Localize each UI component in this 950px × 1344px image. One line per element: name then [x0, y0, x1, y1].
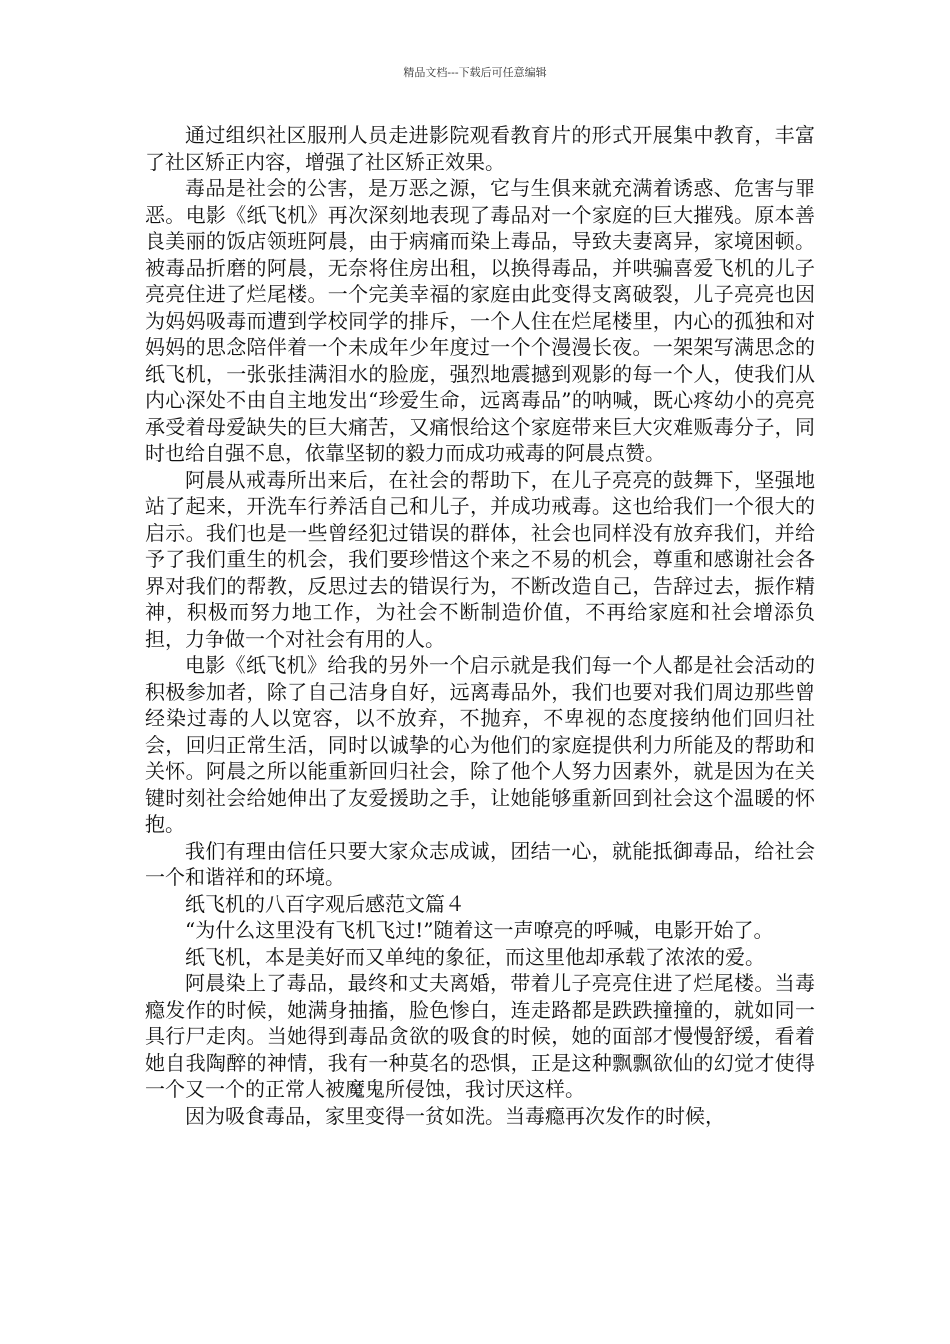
section-heading: 纸飞机的八百字观后感范文篇４ [185, 891, 465, 916]
page-header: 精品文档---下载后可任意编辑 [403, 66, 547, 79]
paragraph-6: “为什么这里没有飞机飞过!”随着这一声嘹亮的呼喊，电影开始了。 [185, 918, 774, 942]
document-body [145, 122, 815, 1129]
paragraph-4: 电影《纸飞机》给我的另外一个启示就是我们每一个人都是社会活动的积极参加者，除了自己洁身自好，远离毒品外，我们也要对我们周边那些曾经染过毒的人以宽容，以不放弃，不抛弃，不卑视的态度接纳他们回归社会，回归正常生活，同时以诚挚的心为他们的家庭提供利力所能及的帮助和关怀。阿晨之所以能重新回归社会，除了他个人努力因素外，就是因为在关键时刻社会给她伸出了友爱援助之手，让她能够重新回到社会这个温暖的怀抱。 [145, 653, 815, 836]
paragraph-3: 阿晨从戒毒所出来后，在社会的帮助下，在儿子亮亮的鼓舞下，坚强地站了起来，开洗车行养活自己和儿子，并成功戒毒。这也给我们一个很大的启示。我们也是一些曾经犯过错误的群体，社会也同样没有放弃我们，并给予了我们重生的机会，我们要珍惜这个来之不易的机会，尊重和感谢社会各界对我们的帮教，反思过去的错误行为，不断改造自己，告辞过去，振作精神，积极而努力地工作，为社会不断制造价值，不再给家庭和社会增添负担，力争做一个对社会有用的人。 [145, 467, 815, 651]
paragraph-2: 毒品是社会的公害，是万恶之源，它与生俱来就充满着诱惑、危害与罪恶。电影《纸飞机》再次深刻地表现了毒品对一个家庭的巨大摧残。原本善良美丽的饭店领班阿晨，由于病痛而染上毒品，导致夫妻离异，家境困顿。被毒品折磨的阿晨，无奈将住房出租，以换得毒品，并哄骗喜爱飞机的儿子亮亮住进了烂尾楼。一个完美幸福的家庭由此变得支离破裂，儿子亮亮也因为妈妈吸毒而遭到学校同学的排斥，一个人住在烂尾楼里，内心的孤独和对妈妈的思念陪伴着一个未成年少年度过一个个漫漫长夜。一架架写满思念的纸飞机，一张张挂满泪水的脸庞，强烈地震撼到观影的每一个人，使我们从内心深处不由自主地发出“珍爱生命，远离毒品”的呐喊，既心疼幼小的亮亮承受着母爱缺失的巨大痛苦，又痛恨给这个家庭带来巨大灾难贩毒分子，同时也给自强不息，依靠坚韧的毅力而成功戒毒的阿晨点赞。 [145, 176, 815, 465]
paragraph-9: 因为吸食毒品，家里变得一贫如洗。当毒瘾再次发作的时候， [185, 1103, 725, 1128]
paragraph-8: 阿晨染上了毒品，最终和丈夫离婚，带着儿子亮亮住进了烂尾楼。当毒瘾发作的时候，她满身抽搐，脸色惨白，连走路都是跌跌撞撞的，就如同一具行尸走肉。当她得到毒品贪欲的吸食的时候，她的面部才慢慢舒缓，看着她自我陶醉的神情，我有一种莫名的恐惧，正是这种飘飘欲仙的幻觉才使得一个又一个的正常人被魔鬼所侵蚀，我讨厌这样。 [145, 971, 815, 1101]
paragraph-7: 纸飞机，本是美好而又单纯的象征，而这里他却承载了浓浓的爱。 [185, 944, 765, 969]
paragraph-1: 通过组织社区服刑人员走进影院观看教育片的形式开展集中教育，丰富了社区矫正内容，增强了社区矫正效果。 [145, 123, 815, 174]
paragraph-5: 我们有理由信任只要大家众志成诚，团结一心，就能抵御毒品，给社会一个和谐祥和的环境。 [145, 838, 815, 889]
